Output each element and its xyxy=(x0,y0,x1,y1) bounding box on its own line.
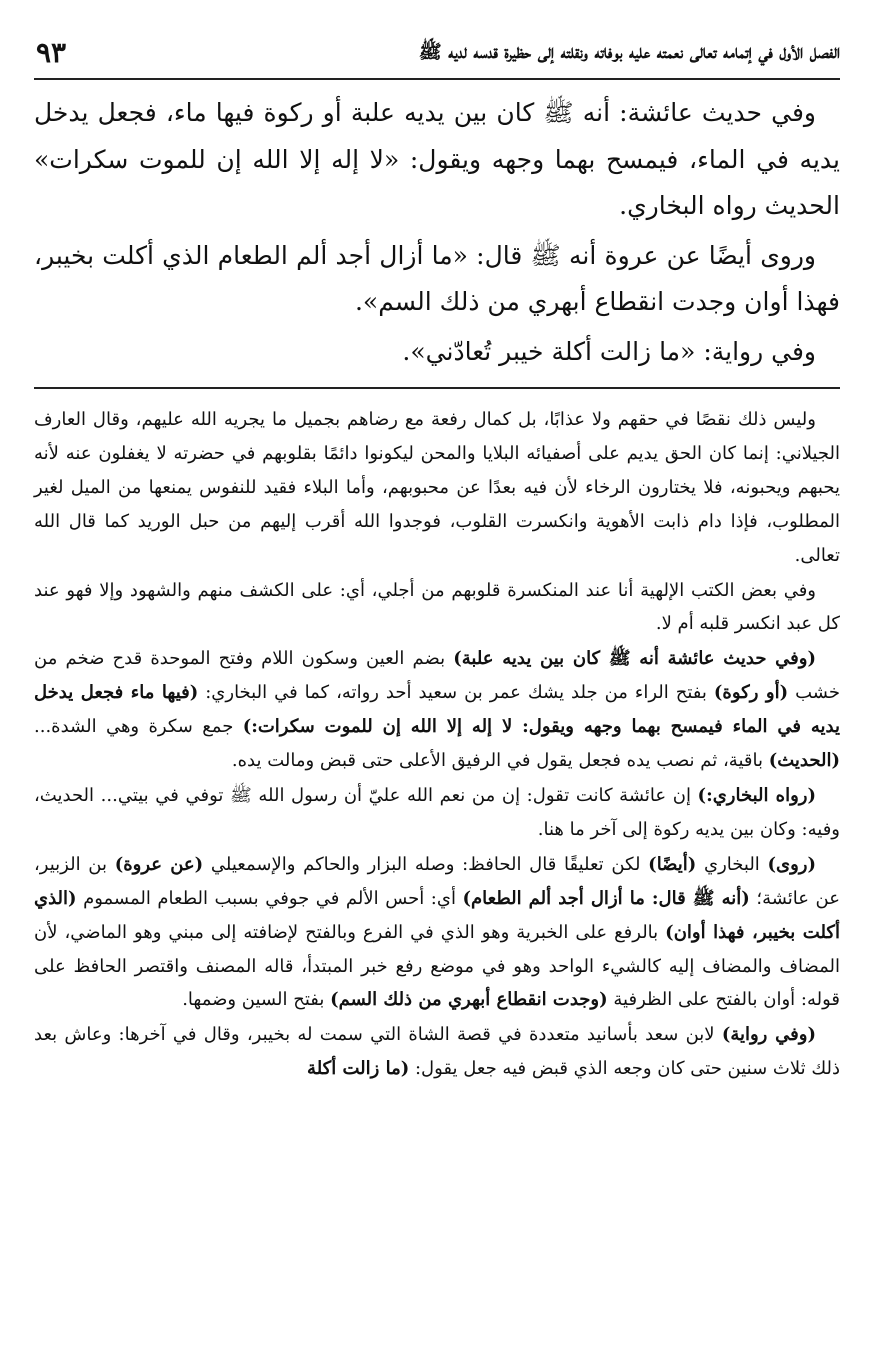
commentary-text: بن الزبير، عن عائشة؛ xyxy=(34,853,840,909)
commentary-text: بفتح السين وضمها. xyxy=(182,989,331,1011)
commentary-text: إن عائشة كانت تقول: إن من نعم الله عليّ أن رسول الله ﷺ توفي في بيتي... الحديث، وفيه: وكان بين يديه ركوة إلى آخر ما هنا. xyxy=(34,784,840,840)
commentary-text: جمع سكرة وهي الشدة... xyxy=(34,716,243,738)
commentary-paragraph xyxy=(34,848,840,1018)
commentary-text: باقية، ثم نصب يده فجعل يقول في الرفيق الأعلى حتى قبض ومالت يده. xyxy=(231,750,769,772)
quoted-phrase: (أيضًا) xyxy=(648,853,697,875)
commentary-section xyxy=(34,403,840,1086)
quoted-phrase: (أنه ﷺ قال: ما أزال أجد ألم الطعام) xyxy=(462,887,750,909)
footnote-divider xyxy=(34,387,840,389)
main-paragraph: وروى أيضًا عن عروة أنه ﷺ قال: «ما أزال أجد ألم الطعام الذي أكلت بخيبر، فهذا أوان وجدت انقطاع أبهري من ذلك السم». xyxy=(34,240,840,316)
quoted-phrase: (روى) xyxy=(767,853,816,875)
commentary-paragraph xyxy=(34,779,840,847)
quoted-phrase: (الذي أكلت بخيبر، فهذا أوان) xyxy=(34,887,840,943)
quoted-phrase: (أو ركوة) xyxy=(713,682,789,704)
quoted-phrase: (وفي حديث عائشة أنه ﷺ كان بين يديه علبة) xyxy=(453,648,816,670)
commentary-paragraph: وليس ذلك نقصًا في حقهم ولا عذابًا، بل كمال رفعة مع رضاهم بجميل ما يجريه الله عليهم، وقال العارف الجيلاني: إنما كان الحق يديم على أصفيائه البلايا والمحن ليكونوا دائمًا بقلوبهم في حضرته لا يغفلون عنه لأنه يحبهم ويحبونه، فلا يختارون الرخاء لأن فيه بعدًا عن محبوبهم، وأما البلاء فقيد للنفوس يمنعها من الميل لغير المطلوب، فإذا دام ذابت الأهوية وانكسرت القلوب، فوجدوا الله أقرب إليهم من حبل الوريد كما قال الله تعالى. xyxy=(34,409,840,566)
commentary-text: أي: أحس الألم في جوفي بسبب الطعام المسموم xyxy=(76,887,463,909)
commentary-paragraph: وفي بعض الكتب الإلهية أنا عند المنكسرة قلوبهم من أجلي، أي: على الكشف منهم والشهود وإلا فهو عند كل عبد انكسر قلبه أم لا. xyxy=(34,579,840,635)
commentary-text: البخاري xyxy=(696,853,768,875)
quoted-phrase: (فيها ماء فجعل يدخل يديه في الماء فيمسح بهما وجهه ويقول: لا إله إلا الله إن للموت سكرات:) xyxy=(34,682,840,738)
commentary-text: لكن تعليقًا قال الحافظ: وصله البزار والحاكم والإسمعيلي xyxy=(203,853,649,875)
page-header xyxy=(34,28,840,80)
main-text xyxy=(34,90,840,375)
commentary-text: بفتح الراء من جلد يشك عمر بن سعيد أحد رواته، كما في البخاري: xyxy=(198,682,714,704)
commentary-paragraph xyxy=(34,642,840,778)
main-paragraph: وفي حديث عائشة: أنه ﷺ كان بين يديه علبة أو ركوة فيها ماء، فجعل يدخل يديه في الماء، فيمسح بهما وجهه ويقول: «لا إله إلا الله إن للموت سكرات» الحديث رواه البخاري. xyxy=(34,98,840,220)
book-page xyxy=(34,28,840,1087)
quoted-phrase: (رواه البخاري:) xyxy=(697,784,816,806)
commentary-text: بضم العين وسكون اللام وفتح الموحدة قدح ضخم من خشب xyxy=(34,648,840,704)
quoted-phrase: (الحديث) xyxy=(768,750,840,772)
quoted-phrase: (وفي رواية) xyxy=(721,1024,816,1046)
quoted-phrase: (وجدت انقطاع أبهري من ذلك السم) xyxy=(330,989,608,1011)
commentary-paragraph xyxy=(34,1018,840,1086)
commentary-text: لابن سعد بأسانيد متعددة في قصة الشاة التي سمت له بخيبر، وقال في آخرها: وعاش بعد ذلك ثلاث سنين حتى كان وجعه الذي قبض فيه جعل يقول: xyxy=(34,1024,840,1080)
commentary-text: بالرفع على الخبرية وهو الذي في الفرع وبالفتح لإضافته إلى مبني وهو الماضي، لأن المضاف والمضاف إليه كالشيء الواحد وهو في موضع رفع خبر المبتدأ، قاله المصنف واقتصر الحافظ على قوله: أوان بالفتح على الظرفية xyxy=(34,921,840,1011)
quoted-phrase: (عن عروة) xyxy=(114,853,204,875)
quoted-phrase: (ما زالت أكلة xyxy=(307,1058,410,1080)
main-paragraph: وفي رواية: «ما زالت أكلة خيبر تُعادّني». xyxy=(402,336,816,366)
page-number: ٩٣ xyxy=(36,36,67,69)
running-title: الفصل الأول في إتمامه تعالى نعمته عليه بوفاته ونقلته إلى حظيرة قدسه لديه ﷺ xyxy=(418,41,840,63)
